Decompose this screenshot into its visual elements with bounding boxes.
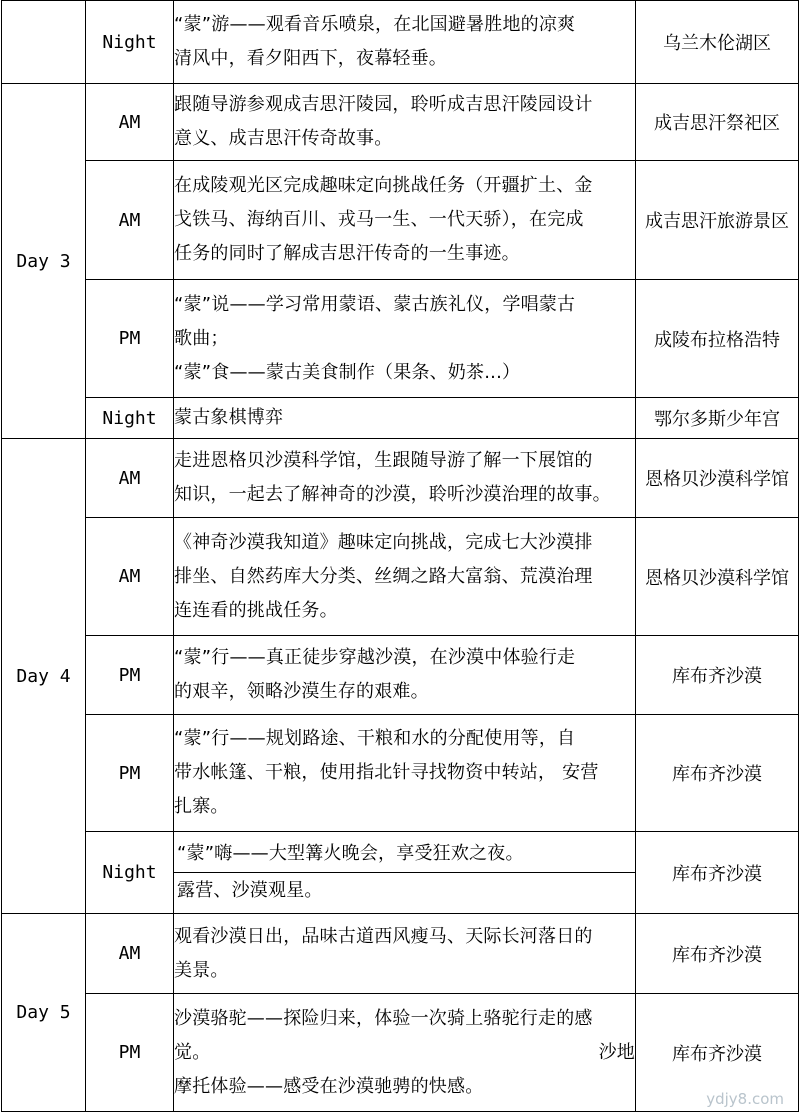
description-line: 知识，一起去了解神奇的沙漠，聆听沙漠治理的故事。 <box>174 484 611 505</box>
description-line: “蒙”行——规划路途、干粮和水的分配使用等，自 <box>174 728 576 749</box>
itinerary-table <box>1 0 799 1112</box>
activity-description <box>174 398 636 439</box>
table-row <box>2 914 799 994</box>
time-slot: AM <box>86 84 174 161</box>
description-line: 露营、沙漠观星。 <box>177 880 323 901</box>
description-line: 清风中，看夕阳西下，夜幕轻垂。 <box>174 48 447 69</box>
table-row <box>2 280 799 398</box>
time-slot: AM <box>86 914 174 994</box>
table-row <box>2 84 799 161</box>
location: 库布齐沙漠 <box>636 914 799 994</box>
description-line: 沙漠骆驼——探险归来，体验一次骑上骆驼行走的感 <box>174 1007 593 1029</box>
description-line: 连连看的挑战任务。 <box>174 599 338 621</box>
table-row <box>2 636 799 715</box>
day-cell-empty <box>2 1 86 84</box>
activity-description <box>174 636 636 715</box>
description-line: 的艰辛，领略沙漠生存的艰难。 <box>174 681 429 702</box>
description-fragment: 沙地 <box>598 1041 635 1063</box>
time-slot: PM <box>86 994 174 1112</box>
table-row <box>2 1 799 84</box>
description-line: 意义、成吉思汗传奇故事。 <box>174 128 393 149</box>
table-row <box>2 161 799 280</box>
description-line: “蒙”嗨——大型篝火晚会，享受狂欢之夜。 <box>174 836 635 873</box>
description-line: 美景。 <box>174 959 229 981</box>
table-row <box>2 439 799 518</box>
activity-description <box>174 914 636 994</box>
table-row <box>2 832 799 914</box>
time-slot: AM <box>86 161 174 280</box>
time-slot: AM <box>86 518 174 636</box>
table-row <box>2 715 799 832</box>
time-slot: Night <box>86 398 174 439</box>
location: 恩格贝沙漠科学馆 <box>636 518 799 636</box>
description-line: 跟随导游参观成吉思汗陵园，聆听成吉思汗陵园设计 <box>174 94 593 115</box>
description-line: 戈铁马、海纳百川、戎马一生、一代天骄），在完成 <box>174 209 584 230</box>
activity-description <box>174 84 636 161</box>
description-line: “蒙”游——观看音乐喷泉，在北国避暑胜地的凉爽 <box>174 14 576 35</box>
time-slot: Night <box>86 832 174 914</box>
description-line: 观看沙漠日出，品味古道西风瘦马、天际长河落日的 <box>174 925 593 947</box>
activity-description <box>174 280 636 398</box>
activity-description <box>174 518 636 636</box>
location: 成吉思汗旅游景区 <box>636 161 799 280</box>
activity-description <box>174 1 636 84</box>
time-slot: Night <box>86 1 174 84</box>
time-slot: AM <box>86 439 174 518</box>
table-row <box>2 994 799 1112</box>
description-line: “蒙”食——蒙古美食制作（果条、奶茶...） <box>174 361 521 383</box>
location: 库布齐沙漠 <box>636 715 799 832</box>
activity-description <box>174 994 636 1112</box>
location: 库布齐沙漠 <box>636 636 799 715</box>
day-label: Day 3 <box>2 84 86 439</box>
description-line: 扎寨。 <box>174 796 229 817</box>
day-label: Day 5 <box>2 914 86 1112</box>
description-line: 蒙古象棋博弈 <box>174 407 284 428</box>
description-line: 带水帐篷、干粮，使用指北针寻找物资中转站， 安营 <box>174 762 599 783</box>
description-line: 排坐、自然药库大分类、丝绸之路大富翁、荒漠治理 <box>174 565 593 587</box>
day-label: Day 4 <box>2 439 86 914</box>
activity-description <box>174 832 636 914</box>
watermark: ydjy8.com <box>706 1090 784 1108</box>
location: 恩格贝沙漠科学馆 <box>636 439 799 518</box>
description-line: 在成陵观光区完成趣味定向挑战任务（开疆扩土、金 <box>174 175 593 196</box>
table-row <box>2 398 799 439</box>
time-slot: PM <box>86 280 174 398</box>
description-line: 《神奇沙漠我知道》趣味定向挑战，完成七大沙漠排 <box>174 531 593 553</box>
description-fragment: 觉。 <box>174 1041 211 1063</box>
description-line: 任务的同时了解成吉思汗传奇的一生事迹。 <box>174 243 520 264</box>
description-line: 走进恩格贝沙漠科学馆，生跟随导游了解一下展馆的 <box>174 450 593 471</box>
location: 库布齐沙漠 <box>636 832 799 914</box>
location: 鄂尔多斯少年宫 <box>636 398 799 439</box>
table-row <box>2 518 799 636</box>
location: 库布齐沙漠 <box>636 994 799 1112</box>
time-slot: PM <box>86 715 174 832</box>
description-line: “蒙”说——学习常用蒙语、蒙古族礼仪，学唱蒙古 <box>174 293 576 315</box>
description-line <box>174 1036 635 1070</box>
activity-description <box>174 439 636 518</box>
activity-description <box>174 161 636 280</box>
description-line: 歌曲； <box>174 327 229 349</box>
location: 乌兰木伦湖区 <box>636 1 799 84</box>
description-line: 摩托体验——感受在沙漠驰骋的快感。 <box>174 1075 484 1097</box>
activity-description <box>174 715 636 832</box>
time-slot: PM <box>86 636 174 715</box>
location: 成陵布拉格浩特 <box>636 280 799 398</box>
location: 成吉思汗祭祀区 <box>636 84 799 161</box>
description-line: “蒙”行——真正徒步穿越沙漠，在沙漠中体验行走 <box>174 647 576 668</box>
